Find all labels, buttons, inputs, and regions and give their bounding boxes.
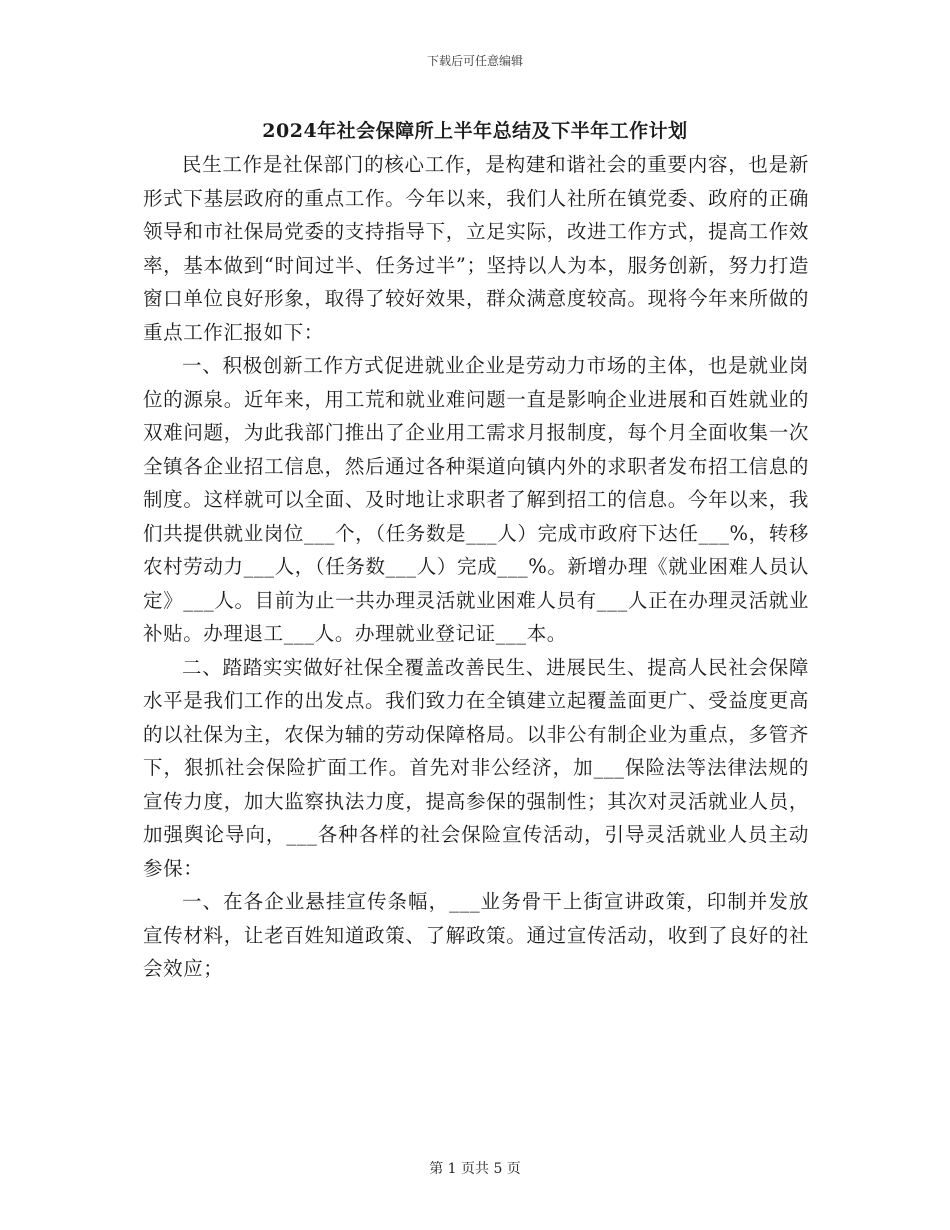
page-header-note: 下载后可任意编辑: [426, 54, 523, 68]
paragraph-publicity: 一、在各企业悬挂宣传条幅，___业务骨干上街宣讲政策，印制并发放宣传材料，让老百姓知道政策、了解政策。通过宣传活动，收到了良好的社会效应；: [143, 890, 809, 980]
paragraph-employment: 一、积极创新工作方式促进就业企业是劳动力市场的主体，也是就业岗位的源泉。近年来，用工荒和就业难问题一直是影响企业进展和百姓就业的双难问题，为此我部门推出了企业用工需求月报制度，每个月全面收集一次全镇各企业招工信息，然后通过各种渠道向镇内外的求职者发布招工信息的制度。这样就可以全面、及时地让求职者了解到招工的信息。今年以来，我们共提供就业岗位___个，（任务数是___人）完成市政府下达任___%，转移农村劳动力___人，（任务数___人）完成___%。新增办理《就业困难人员认定》___人。目前为止一共办理灵活就业困难人员有___人正在办理灵活就业补贴。办理退工___人。办理就业登记证___本。: [143, 354, 809, 645]
paragraph-intro: 民生工作是社保部门的核心工作，是构建和谐社会的重要内容，也是新形式下基层政府的重点工作。今年以来，我们人社所在镇党委、政府的正确领导和市社保局党委的支持指导下，立足实际，改进工作方式，提高工作效率，基本做到“时间过半、任务过半”；坚持以人为本，服务创新，努力打造窗口单位良好形象，取得了较好效果，群众满意度较高。现将今年来所做的重点工作汇报如下：: [143, 153, 809, 344]
document-title: 2024年社会保障所上半年总结及下半年工作计划: [262, 120, 688, 142]
document-body: [143, 148, 809, 986]
paragraph-social-security: 二、踏踏实实做好社保全覆盖改善民生、进展民生、提高人民社会保障水平是我们工作的出发点。我们致力在全镇建立起覆盖面更广、受益度更高的以社保为主，农保为辅的劳动保障格局。以非公有制企业为重点，多管齐下，狠抓社会保险扩面工作。首先对非公经济，加___保险法等法律法规的宣传力度，加大监察执法力度，提高参保的强制性；其次对灵活就业人员，加强舆论导向，___各种各样的社会保险宣传活动，引导灵活就业人员主动参保：: [143, 655, 809, 880]
page-number: 第 1 页共 5 页: [429, 1161, 521, 1177]
